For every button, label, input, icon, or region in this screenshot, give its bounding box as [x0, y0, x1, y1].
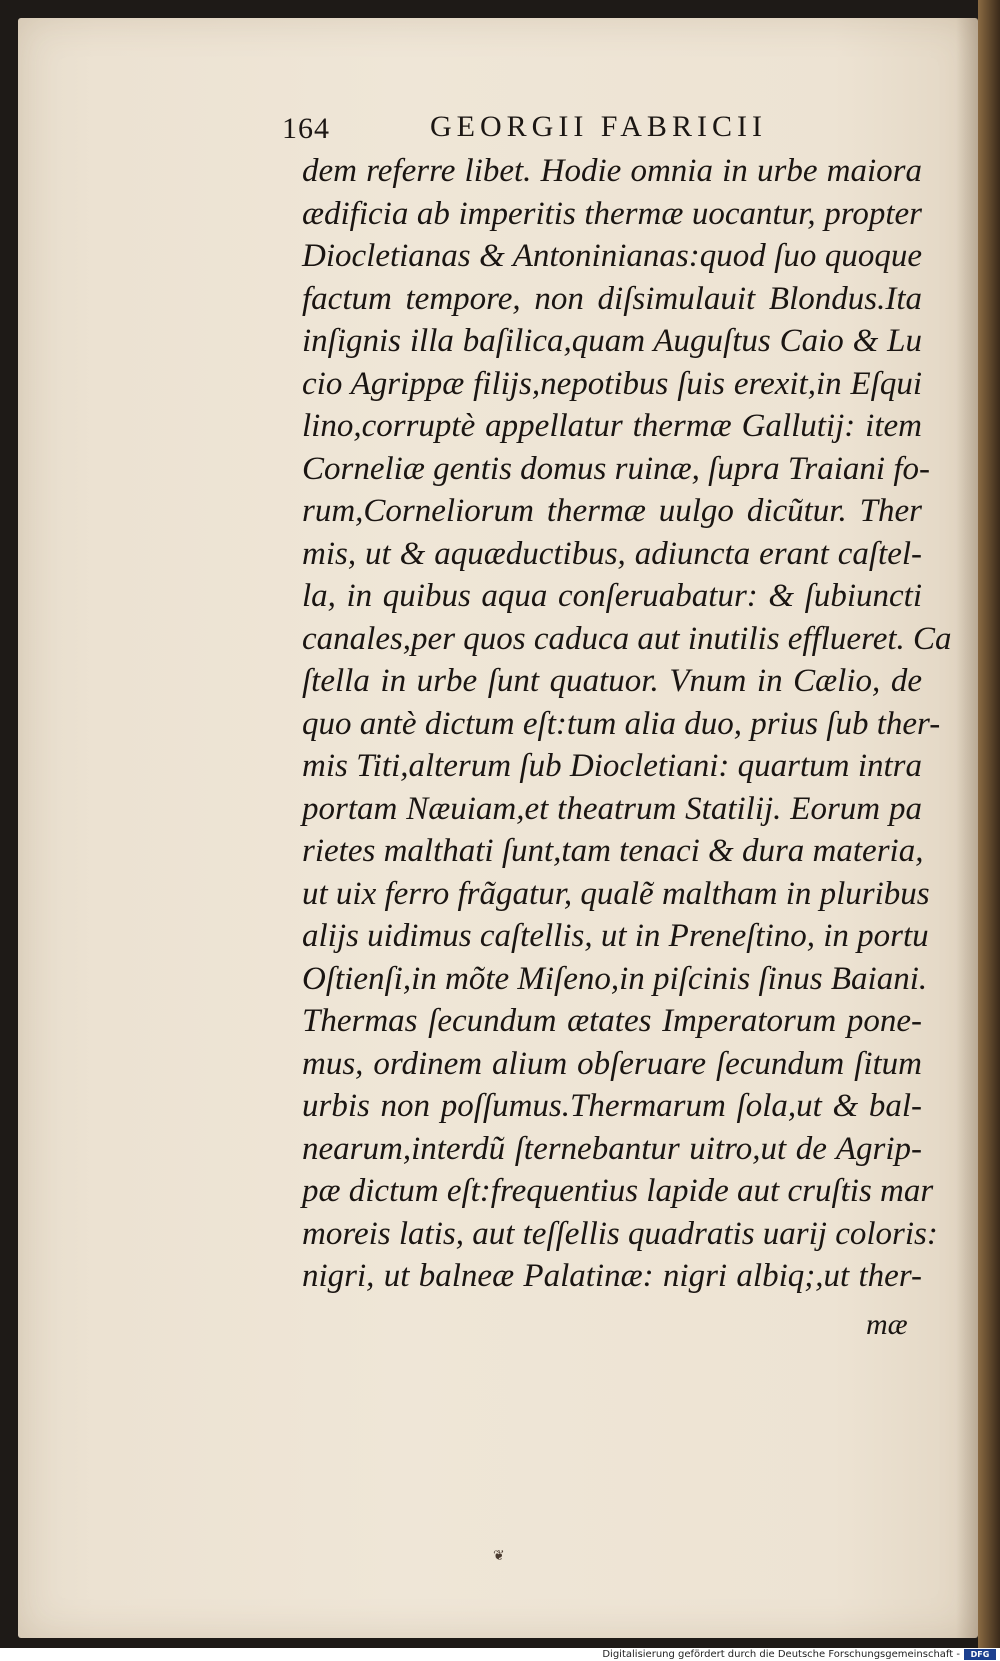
text-line: nearum,interdũ ſternebantur uitro,ut de Agrip- [302, 1130, 922, 1167]
text-line: lino,corruptè appellatur thermæ Gallutij: item [302, 408, 922, 444]
catchword: mæ [866, 1308, 908, 1341]
text-line: rum,Corneliorum thermæ uulgo dicũtur. Ther [302, 493, 922, 529]
page-number: 164 [282, 112, 330, 145]
ornament-icon: ❦ [493, 1548, 505, 1564]
text-line: urbis non poſſumus.Thermarum ſola,ut & bal- [302, 1088, 922, 1124]
page-edge-shadow [956, 18, 978, 1638]
text-line: factum tempore, non diſsimulauit Blondus.Ita [302, 280, 922, 317]
text-line: ut uix ferro frãgatur, qualẽ maltham in pluribus [302, 875, 930, 912]
text-line: rietes malthati ſunt,tam tenaci & dura materia, [302, 833, 924, 869]
text-line: inſignis illa baſilica,quam Auguſtus Caio & Lu [302, 323, 922, 359]
dfg-logo: DFG [964, 1649, 996, 1660]
digitization-footer [0, 1648, 1000, 1661]
text-line: Thermas ſecundum ætates Imperatorum pone- [302, 1003, 922, 1039]
book-spine-edge [978, 0, 1000, 1648]
text-line: cio Agrippæ filijs,nepotibus ſuis erexit,in Eſqui [302, 365, 922, 402]
text-line: Diocletianas & Antoninianas:quod ſuo quoque [302, 238, 922, 274]
text-line: Oſtienſi,in mõte Miſeno,in piſcinis ſinus Baiani. [302, 960, 928, 997]
text-line: moreis latis, aut teſſellis quadratis uarij coloris: [302, 1215, 938, 1252]
text-line: mis Titi,alterum ſub Diocletiani: quartum intra [302, 748, 922, 784]
running-head: GEORGII FABRICII [430, 110, 767, 143]
text-line: ædificia ab imperitis thermæ uocantur, propter [302, 195, 922, 232]
text-line: ſtella in urbe ſunt quatuor. Vnum in Cælio, de [302, 663, 922, 699]
footer-credit: Digitalisierung gefördert durch die Deutsche Forschungsgemeinschaft - [602, 1649, 960, 1660]
text-line: mus, ordinem alium obſeruare ſecundum ſitum [302, 1045, 922, 1082]
text-line: Corneliæ gentis domus ruinæ, ſupra Traiani fo- [302, 450, 930, 487]
text-line: alijs uidimus caſtellis, ut in Preneſtino, in portu [302, 918, 929, 954]
text-line: pæ dictum eſt:frequentius lapide aut cruſtis mar [302, 1173, 934, 1209]
text-line: canales,per quos caduca aut inutilis efflueret. Ca [302, 620, 952, 657]
text-line: portam Næuiam,et theatrum Statilij. Eorum pa [302, 790, 922, 827]
body-text [302, 150, 952, 1298]
text-line: dem referre libet. Hodie omnia in urbe maiora [302, 153, 922, 189]
text-line: mis, ut & aquæductibus, adiuncta erant caſtel- [302, 535, 922, 572]
text-line: nigri, ut balneæ Palatinæ: nigri albiq;,ut ther- [302, 1258, 922, 1294]
text-line: quo antè dictum eſt:tum alia duo, prius ſub ther- [302, 705, 941, 742]
text-line: la, in quibus aqua conſeruabatur: & ſubiuncti [302, 578, 922, 614]
page-header [282, 108, 842, 148]
